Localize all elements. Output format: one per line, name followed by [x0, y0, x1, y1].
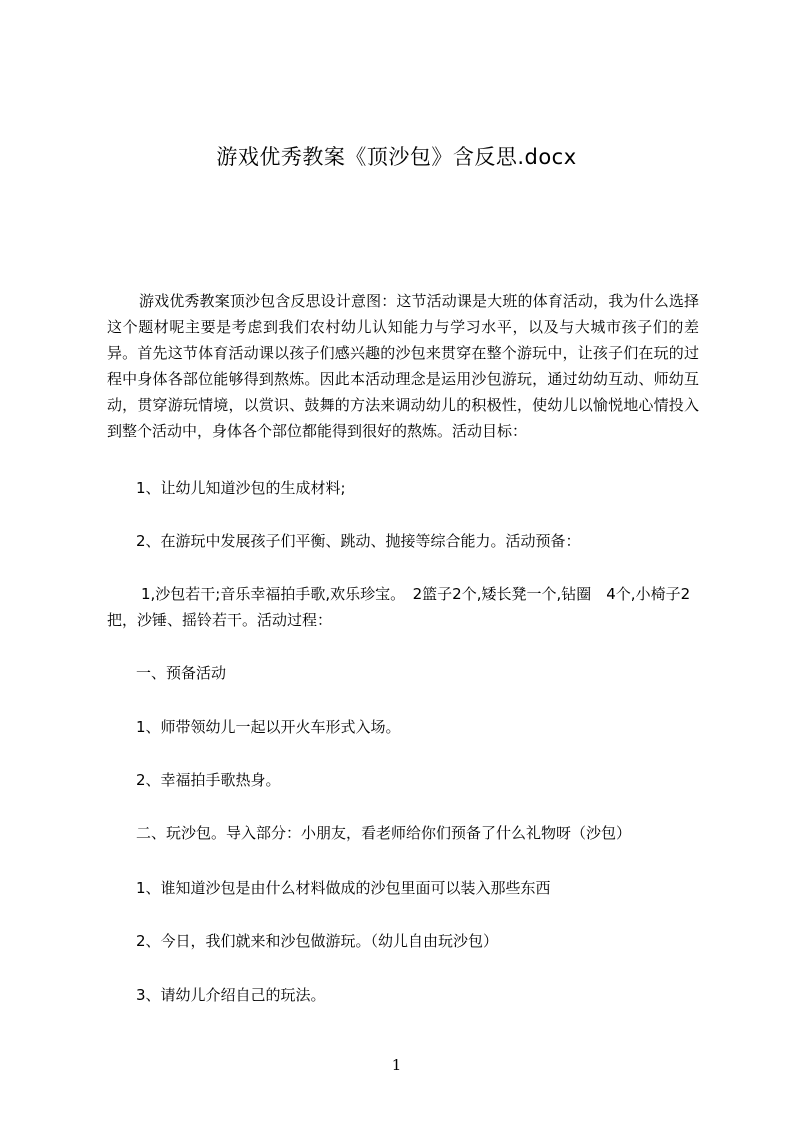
goal-item-2: 2、在游玩中发展孩子们平衡、跳动、抛接等综合能力。活动预备： — [136, 532, 581, 550]
page-number: 1 — [391, 1056, 402, 1074]
step-item: 1、谁知道沙包是由什么材料做成的沙包里面可以装入那些东西 — [136, 879, 551, 897]
section-heading-play: 二、玩沙包。导入部分：小朋友，看老师给你们预备了什么礼物呀（沙包） — [136, 824, 632, 842]
step-item: 3、请幼儿介绍自己的玩法。 — [136, 986, 326, 1004]
step-item: 1、师带领幼儿一起以开火车形式入场。 — [136, 718, 401, 736]
section-heading-prepare: 一、预备活动 — [136, 664, 227, 682]
materials-paragraph: 1,沙包若干;音乐幸福拍手歌,欢乐珍宝。 2篮子2个,矮长凳一个,钻圈 4个,小椅子2把，沙锤、摇铃若干。活动过程： — [107, 585, 691, 629]
step-item: 2、幸福拍手歌热身。 — [136, 771, 281, 789]
intro-paragraph: 游戏优秀教案顶沙包含反思设计意图：这节活动课是大班的体育活动，我为什么选择这个题材呢主要是考虑到我们农村幼儿认知能力与学习水平，以及与大城市孩子们的差异。首先这节体育活动课以孩子们感兴趣的沙包来贯穿在整个游玩中，让孩子们在玩的过程中身体各部位能够得到熬炼。因此本活动理念是运用沙包游玩，通过幼幼互动、师幼互动，贯穿游玩情境，以赏识、鼓舞的方法来调动幼儿的积极性，使幼儿以愉悦地心情投入到整个活动中，身体各个部位都能得到很好的熬炼。活动目标： — [107, 292, 699, 440]
document-title: 游戏优秀教案《顶沙包》含反思.docx — [216, 145, 577, 169]
goal-item-1: 1、让幼儿知道沙包的生成材料; — [136, 479, 346, 497]
step-item: 2、今日，我们就来和沙包做游玩。（幼儿自由玩沙包） — [136, 932, 499, 950]
